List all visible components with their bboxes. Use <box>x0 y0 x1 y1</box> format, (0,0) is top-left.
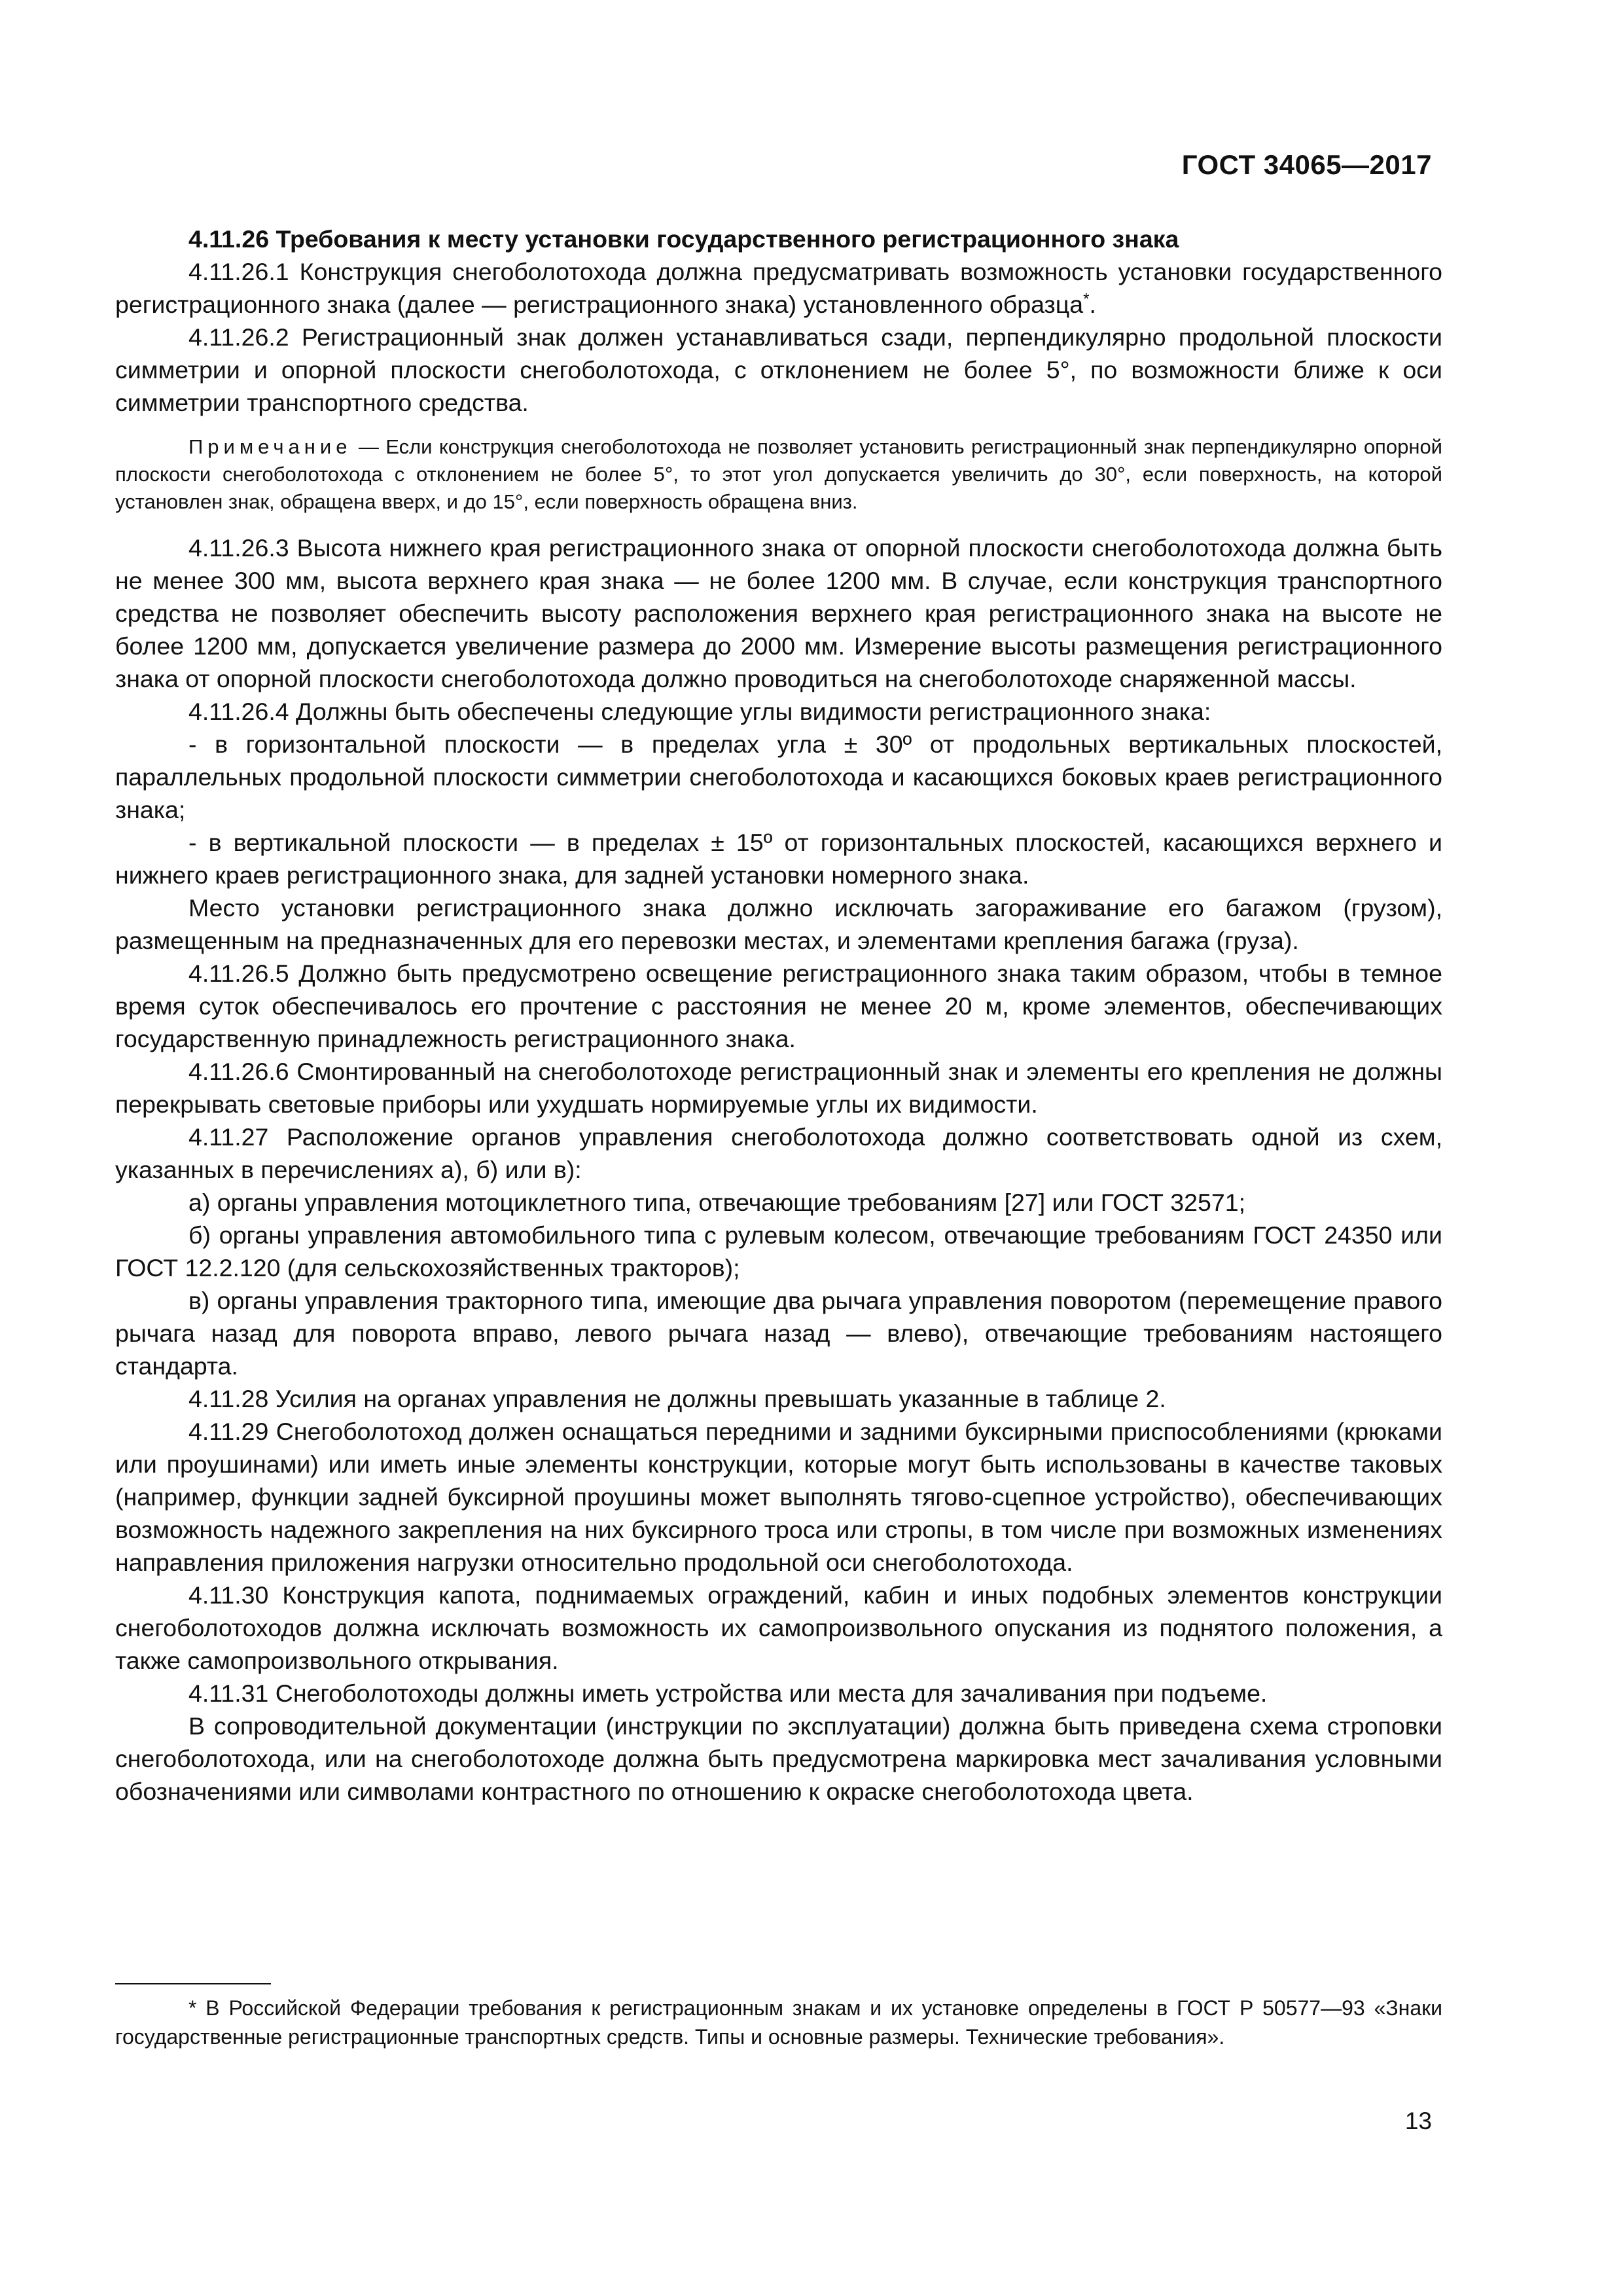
paragraph-4-11-26-1: 4.11.26.1 Конструкция снегоболотохода должна предусматривать возможность установки государственного регистрационного знака (далее — регистрационного знака) установленного образца*. <box>115 258 1442 318</box>
paragraph-plate-location: Место установки регистрационного знака должно исключать загораживание его багажом (грузом), размещенным на предназначенных для его перевозки местах, и элементами крепления багажа (груза). <box>115 894 1442 954</box>
paragraph-4-11-26-5: 4.11.26.5 Должно быть предусмотрено освещение регистрационного знака таким образом, чтобы в темное время суток обеспечивалось его прочтение с расстояния не менее 20 м, кроме элементов, обеспечивающих государственную принадлежность регистрационного знака. <box>115 960 1442 1052</box>
main-text <box>115 223 1442 1808</box>
paragraph-4-11-26-4: 4.11.26.4 Должны быть обеспечены следующие углы видимости регистрационного знака: <box>188 698 1211 725</box>
paragraph-4-11-28: 4.11.28 Усилия на органах управления не должны превышать указанные в таблице 2. <box>188 1385 1166 1412</box>
list-item-horizontal-angle: - в горизонтальной плоскости — в пределах угла ± 30º от продольных вертикальных плоскостей, параллельных продольной плоскости симметрии снегоболотохода и касающихся боковых краев регистрационного знака; <box>115 730 1442 823</box>
page-number: 13 <box>1404 2108 1432 2134</box>
paragraph-4-11-27: 4.11.27 Расположение органов управления снегоболотохода должно соответствовать одной из схем, указанных в перечислениях а), б) или в): <box>115 1123 1442 1183</box>
note-label: Примечание <box>188 435 352 458</box>
paragraph-4-11-31: 4.11.31 Снегоболотоходы должны иметь устройства или места для зачаливания при подъеме. <box>188 1679 1268 1707</box>
paragraph-4-11-26-6: 4.11.26.6 Смонтированный на снегоболотоходе регистрационный знак и элементы его крепления не должны перекрывать световые приборы или ухудшать нормируемые углы их видимости. <box>115 1058 1442 1118</box>
standard-designation: ГОСТ 34065—2017 <box>1181 149 1432 180</box>
footnote-marker: * <box>1083 290 1090 308</box>
paragraph-4-11-26-3: 4.11.26.3 Высота нижнего края регистрационного знака от опорной плоскости снегоболотохода должна быть не менее 300 мм, высота верхнего края знака — не более 1200 мм. В случае, если конструкция транспортного средства не позволяет обеспечить высоту расположения верхнего края регистрационного знака на высоте не более 1200 мм, допускается увеличение размера до 2000 мм. Измерение высоты размещения регистрационного знака от опорной плоскости снегоболотохода должно проводиться на снегоболотоходе снаряженной массы. <box>115 534 1442 692</box>
list-item-vertical-angle: - в вертикальной плоскости — в пределах ± 15º от горизонтальных плоскостей, касающихся верхнего и нижнего краев регистрационного знака, для задней установки номерного знака. <box>115 829 1442 889</box>
note-text: — Если конструкция снегоболотохода не позволяет установить регистрационный знак перпендикулярно опорной плоскости снегоболотохода с отклонением не более 5°, то этот угол допускается увеличить до 30°, если поверхность, на которой установлен знак, обращена вверх, и до 15°, если поверхность обращена вниз. <box>115 435 1443 513</box>
paragraph-slinging-scheme: В сопроводительной документации (инструкции по эксплуатации) должна быть приведена схема строповки снегоболотохода, или на снегоболотоходе должна быть предусмотрена маркировка мест зачаливания условными обозначениями или символами контрастного по отношению к окраске снегоболотохода цвета. <box>115 1712 1442 1805</box>
footnote: * В Российской Федерации требования к регистрационным знакам и их установке определены в ГОСТ Р 50577—93 «Знаки государственные регистрационные транспортных средств. Типы и основные размеры. Технические требования». <box>115 1996 1442 2049</box>
list-item-v: в) органы управления тракторного типа, имеющие два рычага управления поворотом (перемещение правого рычага назад для поворота вправо, левого рычага назад — влево), отвечающие требованиям настоящего стандарта. <box>115 1287 1442 1380</box>
list-item-a: а) органы управления мотоциклетного типа, отвечающие требованиям [27] или ГОСТ 32571; <box>188 1189 1245 1216</box>
paragraph-4-11-30: 4.11.30 Конструкция капота, поднимаемых ограждений, кабин и иных подобных элементов конструкции снегоболотоходов должна исключать возможность их самопроизвольного опускания из поднятого положения, а также самопроизвольного открывания. <box>115 1581 1442 1674</box>
section-heading-4-11-26: 4.11.26 Требования к месту установки государственного регистрационного знака <box>188 225 1179 253</box>
footnote-separator <box>115 1983 271 1984</box>
paragraph-4-11-26-1-text: 4.11.26.1 Конструкция снегоболотохода должна предусматривать возможность установки государственного регистрационного знака (далее — регистрационного знака) установленного образца <box>115 258 1442 318</box>
paragraph-4-11-29: 4.11.29 Снегоболотоход должен оснащаться передними и задними буксирными приспособлениями (крюками или проушинами) или иметь иные элементы конструкции, которые могут быть использованы в качестве таковых (например, функции задней буксирной проушины может выполнять тягово-сцепное устройство), обеспечивающих возможность надежного закрепления на них буксирного троса или стропы, в том числе при возможных изменениях направления приложения нагрузки относительно продольной оси снегоболотохода. <box>115 1418 1442 1576</box>
note-block <box>115 433 1442 516</box>
paragraph-4-11-26-2: 4.11.26.2 Регистрационный знак должен устанавливаться сзади, перпендикулярно продольной плоскости симметрии и опорной плоскости снегоболотохода, с отклонением не более 5°, по возможности ближе к оси симметрии транспортного средства. <box>115 323 1442 416</box>
list-item-b: б) органы управления автомобильного типа с рулевым колесом, отвечающие требованиям ГОСТ 24350 или ГОСТ 12.2.120 (для сельскохозяйственных тракторов); <box>115 1221 1442 1282</box>
